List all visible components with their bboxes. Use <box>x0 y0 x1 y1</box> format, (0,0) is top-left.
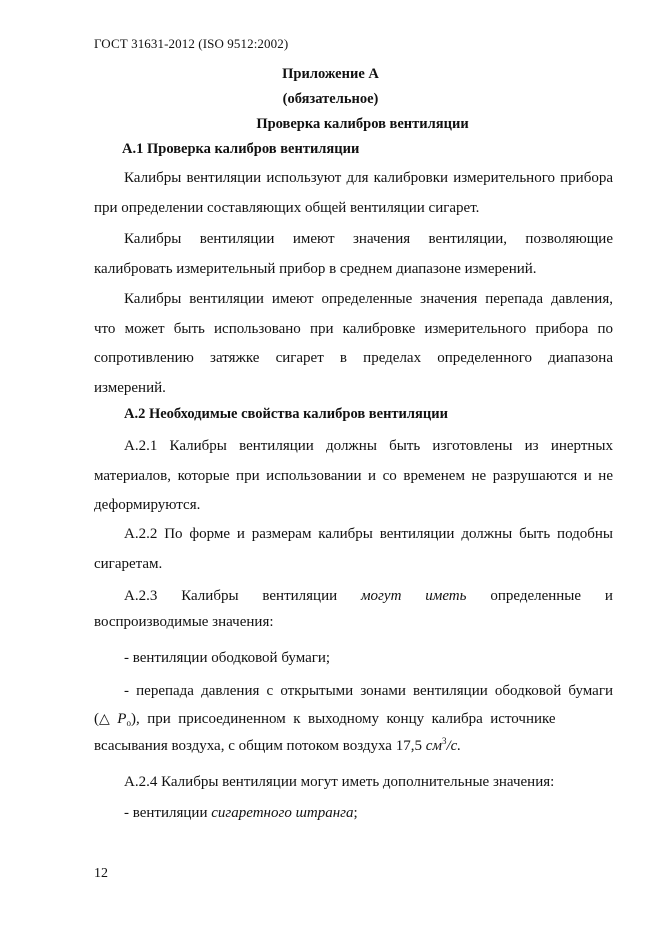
list-item-pressure-line1: - перепада давления с открытыми зонами вентиляции ободковой бумаги <box>124 683 613 699</box>
paragraph-a2-3-line1: А.2.3 Калибры вентиляции могут иметь определенные и <box>124 588 613 604</box>
section-a1-title: А.1 Проверка калибров вентиляции <box>122 141 360 157</box>
paragraph-a2-1: А.2.1 Калибры вентиляции должны быть изготовлены из инертных материалов, которые при использовании и со временем не разрушаются и не деформируются. <box>94 438 613 513</box>
list-item-cigarette-rod: - вентиляции сигаретного штранга; <box>124 805 358 821</box>
paragraph-a1-2: Калибры вентиляции имеют значения вентиляции, позволяющие калибровать измерительный прибор в среднем диапазоне измерений. <box>94 231 613 277</box>
paragraph-a1-1: Калибры вентиляции используют для калибровки измерительного прибора при определении составляющих общей вентиляции сигарет. <box>94 170 613 216</box>
appendix-title: Приложение А <box>282 66 379 82</box>
paragraph-a2-4: А.2.4 Калибры вентиляции могут иметь дополнительные значения: <box>124 774 555 790</box>
page-number: 12 <box>94 866 108 881</box>
appendix-status: (обязательное) <box>282 91 379 107</box>
paragraph-a1-3: Калибры вентиляции имеют определенные значения перепада давления, что может быть использовано при калибровке измерительного прибора по сопротивлению затяжке сигарет в пределах определенного диапазона измерений. <box>94 291 613 396</box>
delta-symbol: △ <box>99 711 110 727</box>
list-item-pressure-line3: всасывания воздуха, с общим потоком воздуха 17,5 $см^3/с$. <box>94 736 462 754</box>
appendix-subject: Проверка калибров вентиляции <box>256 116 469 132</box>
section-a2-title: А.2 Необходимые свойства калибров вентиляции <box>124 406 448 422</box>
list-item-rim-paper: - вентиляции ободковой бумаги; <box>124 650 331 666</box>
list-item-pressure-line2: (△ $P_o$), при присоединенном к выходному концу калибра источнике <box>94 711 556 728</box>
paragraph-a2-3-line2: воспроизводимые значения: <box>94 614 274 630</box>
document-header: ГОСТ 31631-2012 (ISO 9512:2002) <box>94 36 289 51</box>
paragraph-a2-2: А.2.2 По форме и размерам калибры вентиляции должны быть подобны сигаретам. <box>94 526 613 572</box>
